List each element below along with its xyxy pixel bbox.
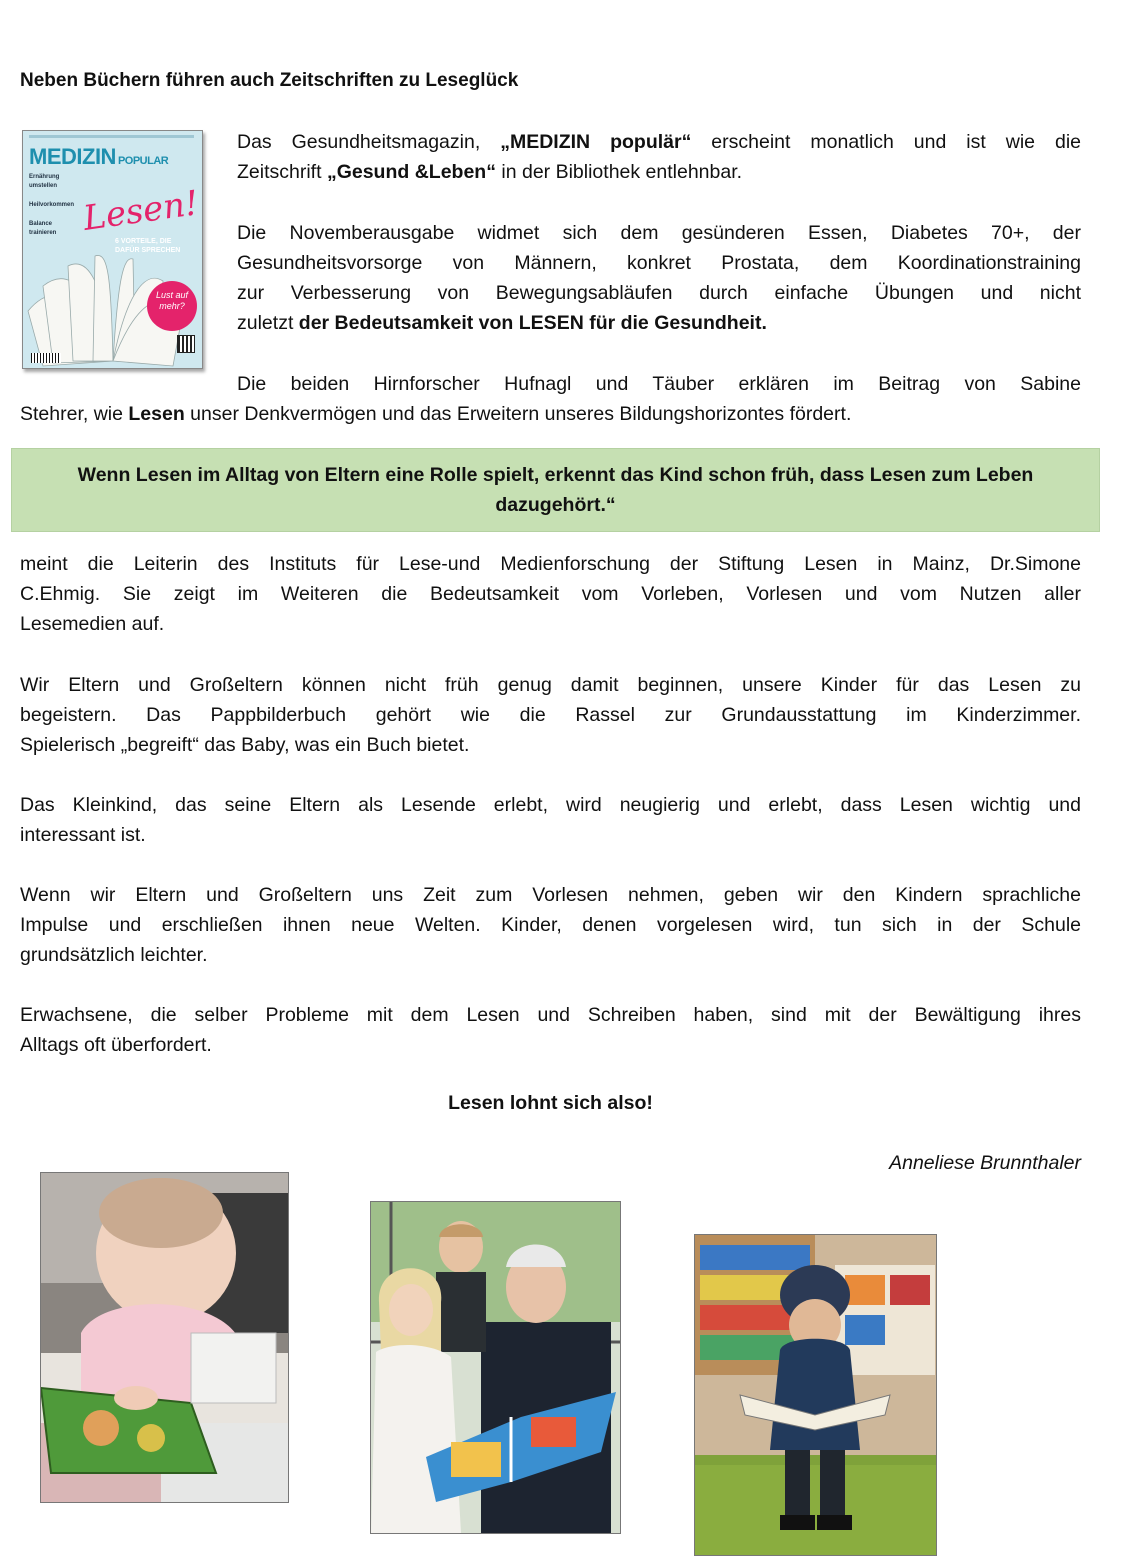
text-line: Wir Eltern und Großeltern können nicht früh genug damit beginnen, unsere Kinder für das Lesen zu <box>20 674 1081 696</box>
text-line: Spielerisch „begreift“ das Baby, was ein Buch bietet. <box>20 734 470 756</box>
paragraph-adults <box>20 1000 1081 1060</box>
text-line: Wenn wir Eltern und Großeltern uns Zeit zum Vorlesen nehmen, geben wir den Kindern sprachliche <box>20 884 1081 906</box>
text-line: grundsätzlich leichter. <box>20 944 208 966</box>
cover-masthead <box>29 144 168 170</box>
author-signature: Anneliese Brunnthaler <box>889 1152 1081 1174</box>
magazine-cover-image <box>22 130 203 369</box>
text: Zeitschrift <box>237 161 327 183</box>
text-line: interessant ist. <box>20 824 146 846</box>
paragraph-early-start <box>20 670 1081 760</box>
paragraph-researchers-line2 <box>20 399 1081 429</box>
page-heading: Neben Büchern führen auch Zeitschriften zu Leseglück <box>20 70 519 91</box>
magazine-name: „Gesund &Leben“ <box>326 161 496 183</box>
photo-toddler-reading <box>694 1234 937 1556</box>
cover-title-suffix: POPULAR <box>117 155 169 167</box>
paragraph-november-issue <box>237 218 1081 338</box>
paragraph-researchers-line1 <box>237 369 1081 399</box>
text-line: Die beiden Hirnforscher Hufnagl und Täuber erklären im Beitrag von Sabine <box>237 373 1081 395</box>
paragraph-toddler <box>20 790 1081 850</box>
cover-side-teasers <box>29 173 81 238</box>
paragraph-reading-aloud <box>20 880 1081 970</box>
photo-grandfather-reading <box>370 1201 621 1534</box>
text-line: Die Novemberausgabe widmet sich dem gesünderen Essen, Diabetes 70+, der <box>237 222 1081 244</box>
text-line: Gesundheitsvorsorge von Männern, konkret Prostata, dem Koordinationstraining <box>237 252 1081 274</box>
text-line: zur Verbesserung von Bewegungsabläufen durch einfache Übungen und nicht <box>237 282 1081 304</box>
cover-teaser: Balance trainieren <box>29 221 57 236</box>
text: unser Denkvermögen und das Erweitern unseres Bildungshorizontes fördert. <box>184 403 852 425</box>
magazine-name: „MEDIZIN populär“ <box>500 131 692 153</box>
text-line: Erwachsene, die selber Probleme mit dem Lesen und Schreiben haben, sind mit der Bewältigung ihres <box>20 1004 1081 1026</box>
text-line: Impulse und erschließen ihnen neue Welten. Kinder, denen vorgelesen wird, tun sich in der Schule <box>20 914 1081 936</box>
cover-teaser: Heilvorkommen <box>29 202 75 208</box>
cover-top-rule <box>29 135 194 138</box>
text: erscheint monatlich und ist wie die <box>691 131 1082 153</box>
badge-line: Lust auf <box>155 290 189 300</box>
cover-teaser: Ernährung umstellen <box>29 174 60 189</box>
emphasis: der Bedeutsamkeit von LESEN für die Gesundheit. <box>298 312 767 334</box>
cover-subtitle-line: 6 VORTEILE, DIE <box>115 238 172 245</box>
emphasis: Lesen <box>128 403 185 425</box>
paragraph-quote-source <box>20 549 1081 639</box>
badge-line: mehr? <box>159 301 185 311</box>
photo-baby-with-book <box>40 1172 289 1503</box>
paragraph-magazine-intro <box>237 127 1081 187</box>
text-line: begeistern. Das Pappbilderbuch gehört wie die Rassel zur Grundausstattung im Kinderzimmer. <box>20 704 1081 726</box>
quote-line: dazugehört.“ <box>495 494 616 516</box>
cover-badge <box>147 281 197 331</box>
highlighted-quote <box>11 448 1100 532</box>
text: in der Bibliothek entlehnbar. <box>495 161 743 183</box>
quote-line: Wenn Lesen im Alltag von Eltern eine Rolle spielt, erkennt das Kind schon früh, dass Lesen zum Leben <box>77 464 1034 486</box>
text-line: Alltags oft überfordert. <box>20 1034 212 1056</box>
cover-subtitle-line: DAFÜR SPRECHEN <box>115 247 181 254</box>
text: Das Gesundheitsmagazin, <box>237 131 501 153</box>
text-line: Das Kleinkind, das seine Eltern als Lesende erlebt, wird neugierig und erlebt, dass Lesen wichtig und <box>20 794 1081 816</box>
barcode-icon <box>31 353 61 363</box>
qr-code-icon <box>177 335 195 353</box>
text: zuletzt <box>237 312 299 334</box>
cover-word: Lesen! <box>80 183 202 239</box>
cover-title: MEDIZIN <box>29 144 116 169</box>
text-line: C.Ehmig. Sie zeigt im Weiteren die Bedeutsamkeit vom Vorleben, Vorlesen und vom Nutzen aller <box>20 583 1081 605</box>
text: Stehrer, wie <box>20 403 129 425</box>
closing-line: Lesen lohnt sich also! <box>448 1092 653 1114</box>
text-line: meint die Leiterin des Instituts für Lese-und Medienforschung der Stiftung Lesen in Mainz, Dr.Simone <box>20 553 1081 575</box>
text-line: Lesemedien auf. <box>20 613 165 635</box>
